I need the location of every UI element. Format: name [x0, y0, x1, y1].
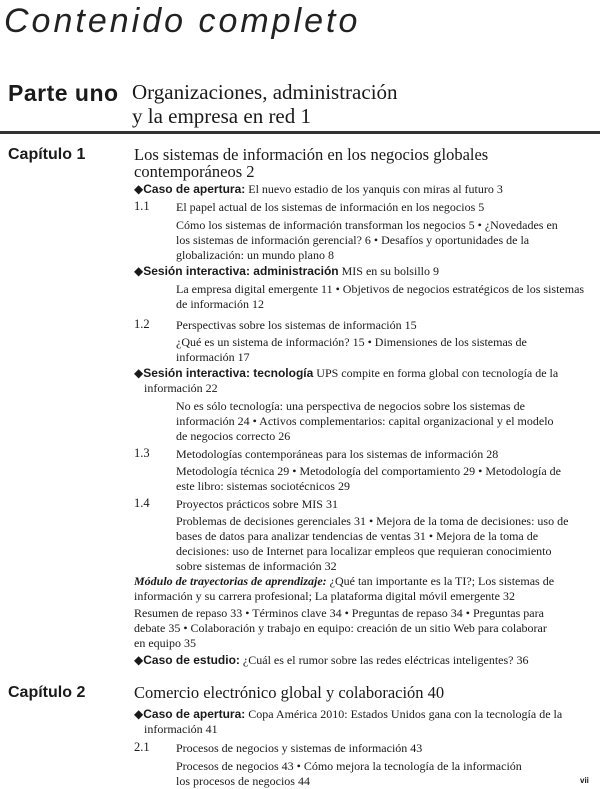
page-number: vii [580, 776, 589, 785]
session-text-cont: información 22 [144, 381, 218, 395]
subtopic-line: ¿Qué es un sistema de información? 15 • Dimensiones de los sistemas de [176, 335, 527, 349]
subtopic-line: Problemas de decisiones gerenciales 31 • Mejora de la toma de decisiones: uso de [176, 514, 569, 528]
part-label: Parte uno [8, 80, 119, 106]
subtopic-line: decisiones: uso de Internet para localizar empleos que requieran conocimiento [176, 544, 552, 558]
module-text: ¿Qué tan importante es la TI?; Los sistemas de [326, 574, 555, 588]
case-study-label: Caso de estudio: [143, 653, 240, 667]
section-1-2-subtopics [176, 335, 586, 365]
section-1-4-number: 1.4 [134, 496, 150, 510]
subtopic-line: de información 12 [176, 297, 264, 311]
opening-case-1 [134, 182, 584, 197]
section-2-1-number: 2.1 [134, 740, 150, 754]
diamond-bullet-icon: ◆ [134, 264, 144, 278]
opening-case-text: El nuevo estadio de los yanquis con miras al futuro 3 [245, 182, 503, 196]
chapter-1-title-line2: contemporáneos 2 [134, 162, 255, 181]
chapter-1-title-line1: Los sistemas de información en los negocios globales [134, 145, 489, 164]
subtopic-line: información 17 [176, 350, 250, 364]
review-line: Resumen de repaso 33 • Términos clave 34 • Preguntas de repaso 34 • Preguntas para [134, 606, 544, 620]
part-title-line2: y la empresa en red 1 [132, 104, 312, 128]
review-line: en equipo 35 [134, 636, 196, 650]
section-1-4-subtopics [176, 514, 586, 574]
diamond-bullet-icon: ◆ [134, 366, 144, 380]
session-label: Sesión interactiva: administración [143, 264, 339, 278]
subtopic-line: Cómo los sistemas de información transforman los negocios 5 • ¿Novedades en [176, 218, 558, 232]
chapter-1-label: Capítulo 1 [8, 146, 86, 163]
subtopic-line: de negocios correcto 26 [176, 429, 291, 443]
subtopic-line: Procesos de negocios 43 • Cómo mejora la tecnología de la información [176, 759, 522, 773]
opening-case-label: Caso de apertura: [143, 182, 246, 196]
section-1-3-number: 1.3 [134, 446, 150, 460]
diamond-bullet-icon: ◆ [134, 182, 144, 196]
subtopic-line: información 24 • Activos complementarios: capital organizacional y el modelo [176, 414, 554, 428]
part-title-line1: Organizaciones, administración [132, 80, 398, 104]
opening-case-2 [134, 707, 584, 737]
subtopic-line: La empresa digital emergente 11 • Objetivos de negocios estratégicos de los sistemas [176, 282, 585, 296]
opening-case-text: Copa América 2010: Estados Unidos gana con la tecnología de la [245, 707, 563, 721]
session-management-subtopics [176, 282, 586, 312]
case-study-text: ¿Cuál es el rumor sobre las redes eléctricas inteligentes? 36 [239, 653, 529, 667]
section-1-2-number: 1.2 [134, 317, 150, 331]
section-1-4-title: Proyectos prácticos sobre MIS 31 [176, 497, 338, 511]
case-study-1 [134, 653, 584, 668]
interactive-session-management [134, 264, 584, 279]
session-technology-subtopics [176, 399, 586, 444]
module-label: Módulo de trayectorias de aprendizaje: [134, 574, 327, 588]
section-1-3-subtopics [176, 464, 586, 494]
subtopic-line: Metodología técnica 29 • Metodología del comportamiento 29 • Metodología de [176, 464, 561, 478]
interactive-session-technology [134, 366, 584, 396]
subtopic-line: sobre sistemas de información 32 [176, 559, 337, 573]
module-text-cont: información y su carrera profesional; La plataforma digital móvil emergente 32 [134, 589, 515, 603]
chapter-1-review [134, 606, 584, 651]
review-line: debate 35 • Colaboración y trabajo en equipo: creación de un sitio Web para colaborar [134, 621, 547, 635]
section-1-1-number: 1.1 [134, 199, 150, 213]
opening-case-text-cont: información 41 [144, 722, 218, 736]
session-text: UPS compite en forma global con tecnología de la [313, 366, 559, 380]
subtopic-line: los sistemas de información gerencial? 6 • Desafíos y oportunidades de la [176, 233, 530, 247]
subtopic-line: bases de datos para analizar tendencias de ventas 31 • Mejora de la toma de [176, 529, 539, 543]
part-title [132, 80, 572, 128]
subtopic-line: los procesos de negocios 44 [176, 774, 310, 788]
section-1-1-subtopics [176, 218, 586, 263]
section-2-1-subtopics [176, 759, 586, 789]
opening-case-label: Caso de apertura: [143, 707, 246, 721]
diamond-bullet-icon: ◆ [134, 653, 144, 667]
chapter-1-title [134, 146, 574, 180]
chapter-2-label: Capítulo 2 [8, 684, 86, 701]
subtopic-line: globalización: un mundo plano 8 [176, 248, 334, 262]
chapter-2-title: Comercio electrónico global y colaboración 40 [134, 683, 445, 702]
diamond-bullet-icon: ◆ [134, 707, 144, 721]
section-1-2-title: Perspectivas sobre los sistemas de información 15 [176, 318, 417, 332]
page-title: Contenido completo [4, 2, 361, 40]
subtopic-line: este libro: sistemas sociotécnicos 29 [176, 479, 350, 493]
section-2-1-title: Procesos de negocios y sistemas de información 43 [176, 741, 423, 755]
session-label: Sesión interactiva: tecnología [143, 366, 314, 380]
session-text: MIS en su bolsillo 9 [338, 264, 439, 278]
section-1-3-title: Metodologías contemporáneas para los sistemas de información 28 [176, 447, 499, 461]
subtopic-line: No es sólo tecnología: una perspectiva de negocios sobre los sistemas de [176, 399, 525, 413]
learning-tracks-module [134, 574, 584, 604]
part-divider [0, 131, 600, 134]
section-1-1-title: El papel actual de los sistemas de información en los negocios 5 [176, 200, 485, 214]
